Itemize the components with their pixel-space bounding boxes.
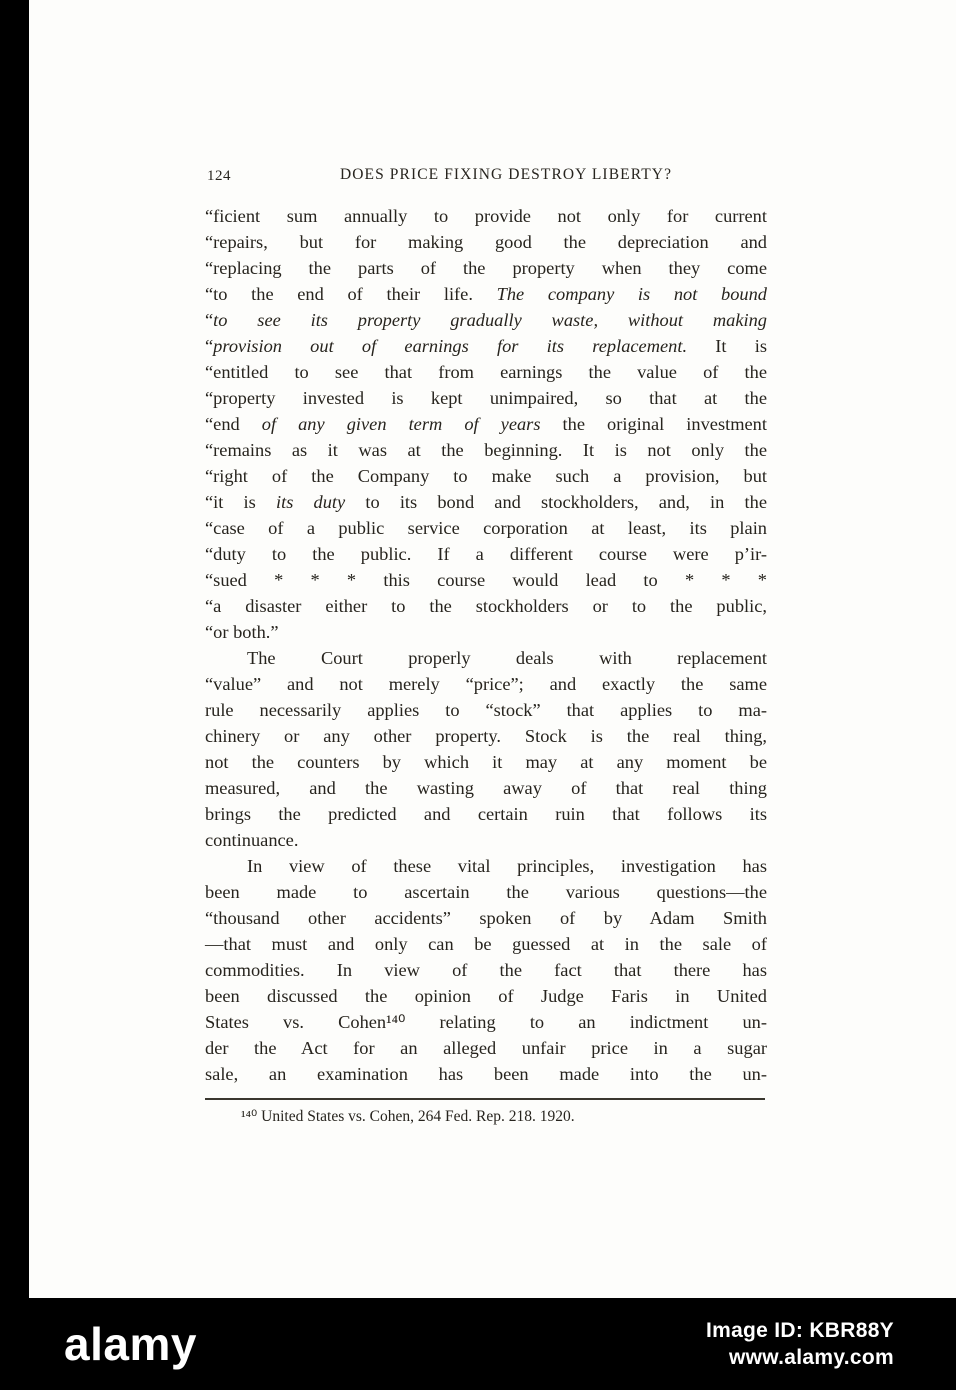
text-line: “case of a public service corporation at least, its plain: [205, 518, 767, 538]
page-header: [205, 166, 767, 188]
text-line: States vs. Cohen¹⁴⁰ relating to an indictment un-: [205, 1012, 767, 1032]
page-content: [205, 166, 767, 1128]
text-line: “provision out of earnings for its replacement. It is: [205, 336, 767, 356]
text-line: been discussed the opinion of Judge Faris in United: [205, 986, 767, 1006]
page-number: 124: [207, 168, 231, 184]
text-line: chinery or any other property. Stock is the real thing,: [205, 726, 767, 746]
text-line: “replacing the parts of the property when they come: [205, 258, 767, 278]
text-line: “thousand other accidents” spoken of by Adam Smith: [205, 908, 767, 928]
text-line: “sued * * * this course would lead to * * *: [205, 570, 767, 590]
text-line: rule necessarily applies to “stock” that applies to ma-: [205, 700, 767, 720]
footnote-rule: [205, 1098, 765, 1100]
text-line: der the Act for an alleged unfair price in a sugar: [205, 1038, 767, 1058]
text-line: “right of the Company to make such a provision, but: [205, 466, 767, 486]
text-line: In view of these vital principles, investigation has: [247, 856, 767, 876]
alamy-footer-bar: [0, 1298, 956, 1390]
text-line: been made to ascertain the various questions—the: [205, 882, 767, 902]
footnote-block: [205, 1098, 767, 1128]
text-line: “or both.”: [205, 622, 279, 642]
running-title: DOES PRICE FIXING DESTROY LIBERTY?: [339, 166, 673, 183]
text-line: —that must and only can be guessed at in the sale of: [205, 934, 767, 954]
image-id: Image ID: KBR88Y: [705, 1319, 894, 1342]
text-line: “it is its duty to its bond and stockholders, and, in the: [205, 492, 767, 512]
text-line: commodities. In view of the fact that there has: [205, 960, 767, 980]
text-line: “to the end of their life. The company is not bound: [205, 284, 768, 304]
text-line: “ficient sum annually to provide not only for current: [205, 206, 767, 226]
text-line: “value” and not merely “price”; and exactly the same: [205, 674, 767, 694]
alamy-url: www.alamy.com: [729, 1346, 894, 1369]
text-line: “duty to the public. If a different course were p’ir-: [205, 544, 767, 564]
text-line: “remains as it was at the beginning. It is not only the: [205, 440, 767, 460]
footnote: ¹⁴⁰ United States vs. Cohen, 264 Fed. Rep. 218. 1920.: [241, 1108, 575, 1125]
text-line: “repairs, but for making good the depreciation and: [205, 232, 767, 252]
text-line: The Court properly deals with replacement: [247, 648, 767, 668]
text-line: “end of any given term of years the original investment: [205, 414, 767, 434]
text-line: continuance.: [205, 830, 299, 850]
text-line: sale, an examination has been made into the un-: [205, 1064, 767, 1084]
image-meta: [706, 1317, 894, 1371]
text-line: “entitled to see that from earnings the value of the: [205, 362, 767, 382]
alamy-logo: alamy: [64, 1318, 197, 1370]
text-line: brings the predicted and certain ruin that follows its: [205, 804, 767, 824]
text-line: measured, and the wasting away of that real thing: [205, 778, 767, 798]
left-border: [0, 0, 29, 1390]
body-text: [205, 203, 767, 1087]
text-line: “a disaster either to the stockholders or to the public,: [205, 596, 767, 616]
text-line: not the counters by which it may at any moment be: [205, 752, 767, 772]
text-line: “property invested is kept unimpaired, so that at the: [205, 388, 767, 408]
text-line: “to see its property gradually waste, without making: [205, 310, 767, 330]
